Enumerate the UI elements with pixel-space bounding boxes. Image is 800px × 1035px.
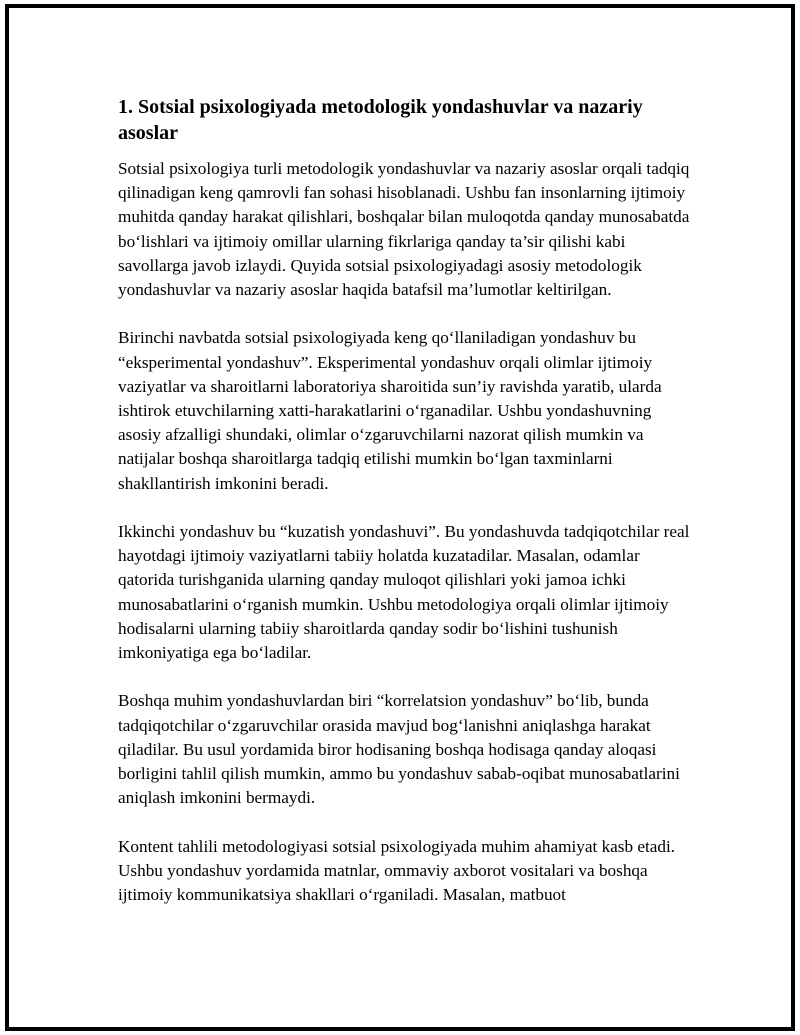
paragraph-observation: Ikkinchi yondashuv bu “kuzatish yondashuvi”. Bu yondashuvda tadqiqotchilar real hayotdagi ijtimoiy vaziyatlarni tabiiy holatda kuzatadilar. Masalan, odamlar qatorida turishganida ularning qanday muloqot qilishlari yoki jamoa ichki munosabatlarini o‘rganish mumkin. Ushbu metodologiya orqali olimlar ijtimoiy hodisalarni ularning tabiiy sharoitlarda qanday sodir bo‘lishini tushunish imkoniyatiga ega bo‘ladilar.: [118, 522, 690, 663]
paragraph-intro: Sotsial psixologiya turli metodologik yondashuvlar va nazariy asoslar orqali tadqiq qilinadigan keng qamrovli fan sohasi hisoblanadi. Ushbu fan insonlarning ijtimoiy muhitda qanday harakat qilishlari, boshqalar bilan muloqotda qanday munosabatda bo‘lishlari va ijtimoiy omillar ularning fikrlariga qanday ta’sir qilishi kabi savollarga javob izlaydi. Quyida sotsial psixologiyadagi asosiy metodologik yondashuvlar va nazariy asoslar haqida batafsil ma’lumotlar keltirilgan.: [118, 159, 690, 300]
paragraph-correlational: Boshqa muhim yondashuvlardan biri “korrelatsion yondashuv” bo‘lib, bunda tadqiqotchilar o‘zgaruvchilar orasida mavjud bog‘lanishni aniqlashga harakat qiladilar. Bu usul yordamida biror hodisaning boshqa hodisaga qanday aloqasi borligini tahlil qilish mumkin, ammo bu yondashuv sabab-oqibat munosabatlarini aniqlash imkonini bermaydi.: [118, 691, 680, 808]
paragraph-experimental: Birinchi navbatda sotsial psixologiyada keng qo‘llaniladigan yondashuv bu “eksperimental yondashuv”. Eksperimental yondashuv orqali olimlar ijtimoiy vaziyatlar va sharoitlarni laboratoriya sharoitida sun’iy ravishda yaratib, ularda ishtirok etuvchilarning xatti-harakatlarini o‘rganadilar. Ushbu yondashuvning asosiy afzalligi shundaki, olimlar o‘zgaruvchilarni nazorat qilish mumkin va natijalar boshqa sharoitlarga tadqiq etilishi mumkin bo‘lgan taxminlarni shakllantirish imkonini beradi.: [118, 328, 662, 493]
paragraph-content-analysis: Kontent tahlili metodologiyasi sotsial psixologiyada muhim ahamiyat kasb etadi. Ushbu yondashuv yordamida matnlar, ommaviy axborot vositalari va boshqa ijtimoiy kommunikatsiya shakllari o‘rganiladi. Masalan, matbuot: [118, 836, 676, 905]
document-body: [118, 94, 694, 931]
section-heading: 1. Sotsial psixologiyada metodologik yondashuvlar va nazariy asoslar: [118, 96, 643, 144]
